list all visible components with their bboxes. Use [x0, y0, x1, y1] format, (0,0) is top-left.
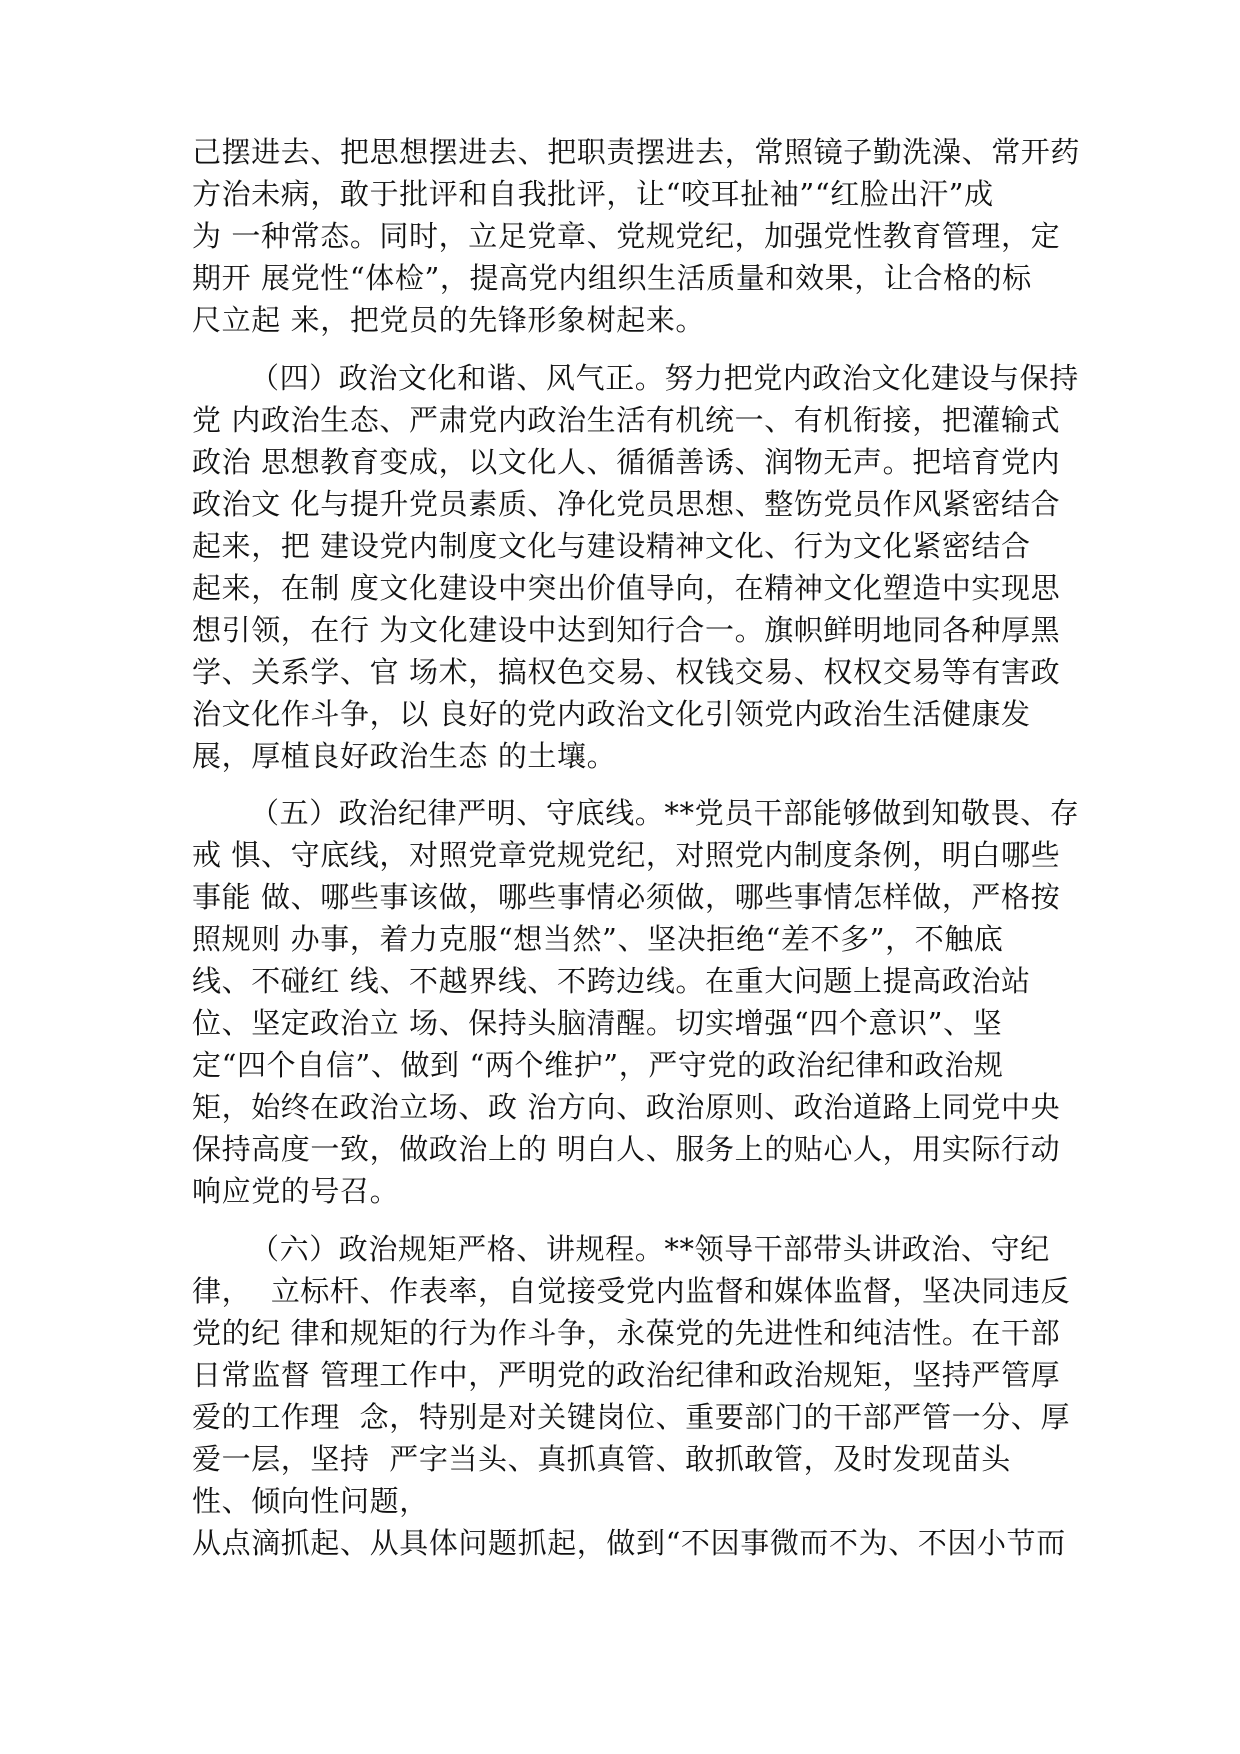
text-line: 爱一层，坚持 严字当头、真抓真管、敢抓敢管，及时发现苗头 [192, 1442, 1011, 1476]
paragraph-heading-line: （四）政治文化和谐、风气正。努力把党内政治文化建设与保持 [250, 361, 1079, 395]
text-line: 尺立起 来，把党员的先锋形象树起来。 [192, 303, 706, 337]
text-line: 律， 立标杆、作表率，自觉接受党内监督和媒体监督，坚决同违反 [192, 1274, 1071, 1308]
text-line: 学、关系学、官 场术，搞权色交易、权钱交易、权权交易等有害政 [192, 655, 1061, 689]
text-line: 起来，把 建设党内制度文化与建设精神文化、行为文化紧密结合 [192, 529, 1031, 563]
paragraph-heading-line: （五）政治纪律严明、守底线。**党员干部能够做到知敬畏、存 [250, 796, 1080, 830]
text-line: 起来，在制 度文化建设中突出价值导向，在精神文化塑造中实现思 [192, 571, 1061, 605]
text-line: 想引领，在行 为文化建设中达到知行合一。旗帜鲜明地同各种厚黑 [192, 613, 1061, 647]
text-line: 期开 展党性“体检”，提高党内组织生活质量和效果，让合格的标 [192, 261, 1032, 295]
text-line: 展，厚植良好政治生态 的土壤。 [192, 739, 617, 773]
text-line: 爱的工作理 念，特别是对关键岗位、重要部门的干部严管一分、厚 [192, 1400, 1071, 1434]
text-line: 响应党的号召。 [192, 1174, 400, 1208]
text-line: 戒 惧、守底线，对照党章党规党纪，对照党内制度条例，明白哪些 [192, 838, 1061, 872]
text-line: 方治未病，敢于批评和自我批评，让“咬耳扯袖”“红脸出汗”成 [192, 177, 994, 211]
text-line: 性、倾向性问题， [192, 1484, 429, 1518]
paragraph-heading-line: （六）政治规矩严格、讲规程。**领导干部带头讲政治、守纪 [250, 1232, 1050, 1266]
text-line: 党的纪 律和规矩的行为作斗争，永葆党的先进性和纯洁性。在干部 [192, 1316, 1061, 1350]
text-line: 党 内政治生态、严肃党内政治生活有机统一、有机衔接，把灌输式 [192, 403, 1061, 437]
text-line: 己摆进去、把思想摆进去、把职责摆进去，常照镜子勤洗澡、常开药 [192, 135, 1081, 169]
text-line: 保持高度一致，做政治上的 明白人、服务上的贴心人，用实际行动 [192, 1132, 1061, 1166]
text-line: 政治 思想教育变成，以文化人、循循善诱、润物无声。把培育党内 [192, 445, 1061, 479]
text-line: 为 一种常态。同时，立足党章、党规党纪，加强党性教育管理，定 [192, 219, 1061, 253]
text-line: 位、坚定政治立 场、保持头脑清醒。切实增强“四个意识”、坚 [192, 1006, 1003, 1040]
text-line: 定“四个自信”、做到 “两个维护”，严守党的政治纪律和政治规 [192, 1048, 1004, 1082]
text-line: 政治文 化与提升党员素质、净化党员思想、整饬党员作风紧密结合 [192, 487, 1061, 521]
text-line: 线、不碰红 线、不越界线、不跨边线。在重大问题上提高政治站 [192, 964, 1031, 998]
text-line: 从点滴抓起、从具体问题抓起，做到“不因事微而不为、不因小节而 [192, 1526, 1066, 1560]
text-line: 矩，始终在政治立场、政 治方向、政治原则、政治道路上同党中央 [192, 1090, 1061, 1124]
text-line: 照规则 办事，着力克服“想当然”、坚决拒绝“差不多”，不触底 [192, 922, 1004, 956]
text-line: 日常监督 管理工作中，严明党的政治纪律和政治规矩，坚持严管厚 [192, 1358, 1061, 1392]
text-line: 事能 做、哪些事该做，哪些事情必须做，哪些事情怎样做，严格按 [192, 880, 1061, 914]
text-line: 治文化作斗争，以 良好的党内政治文化引领党内政治生活健康发 [192, 697, 1031, 731]
